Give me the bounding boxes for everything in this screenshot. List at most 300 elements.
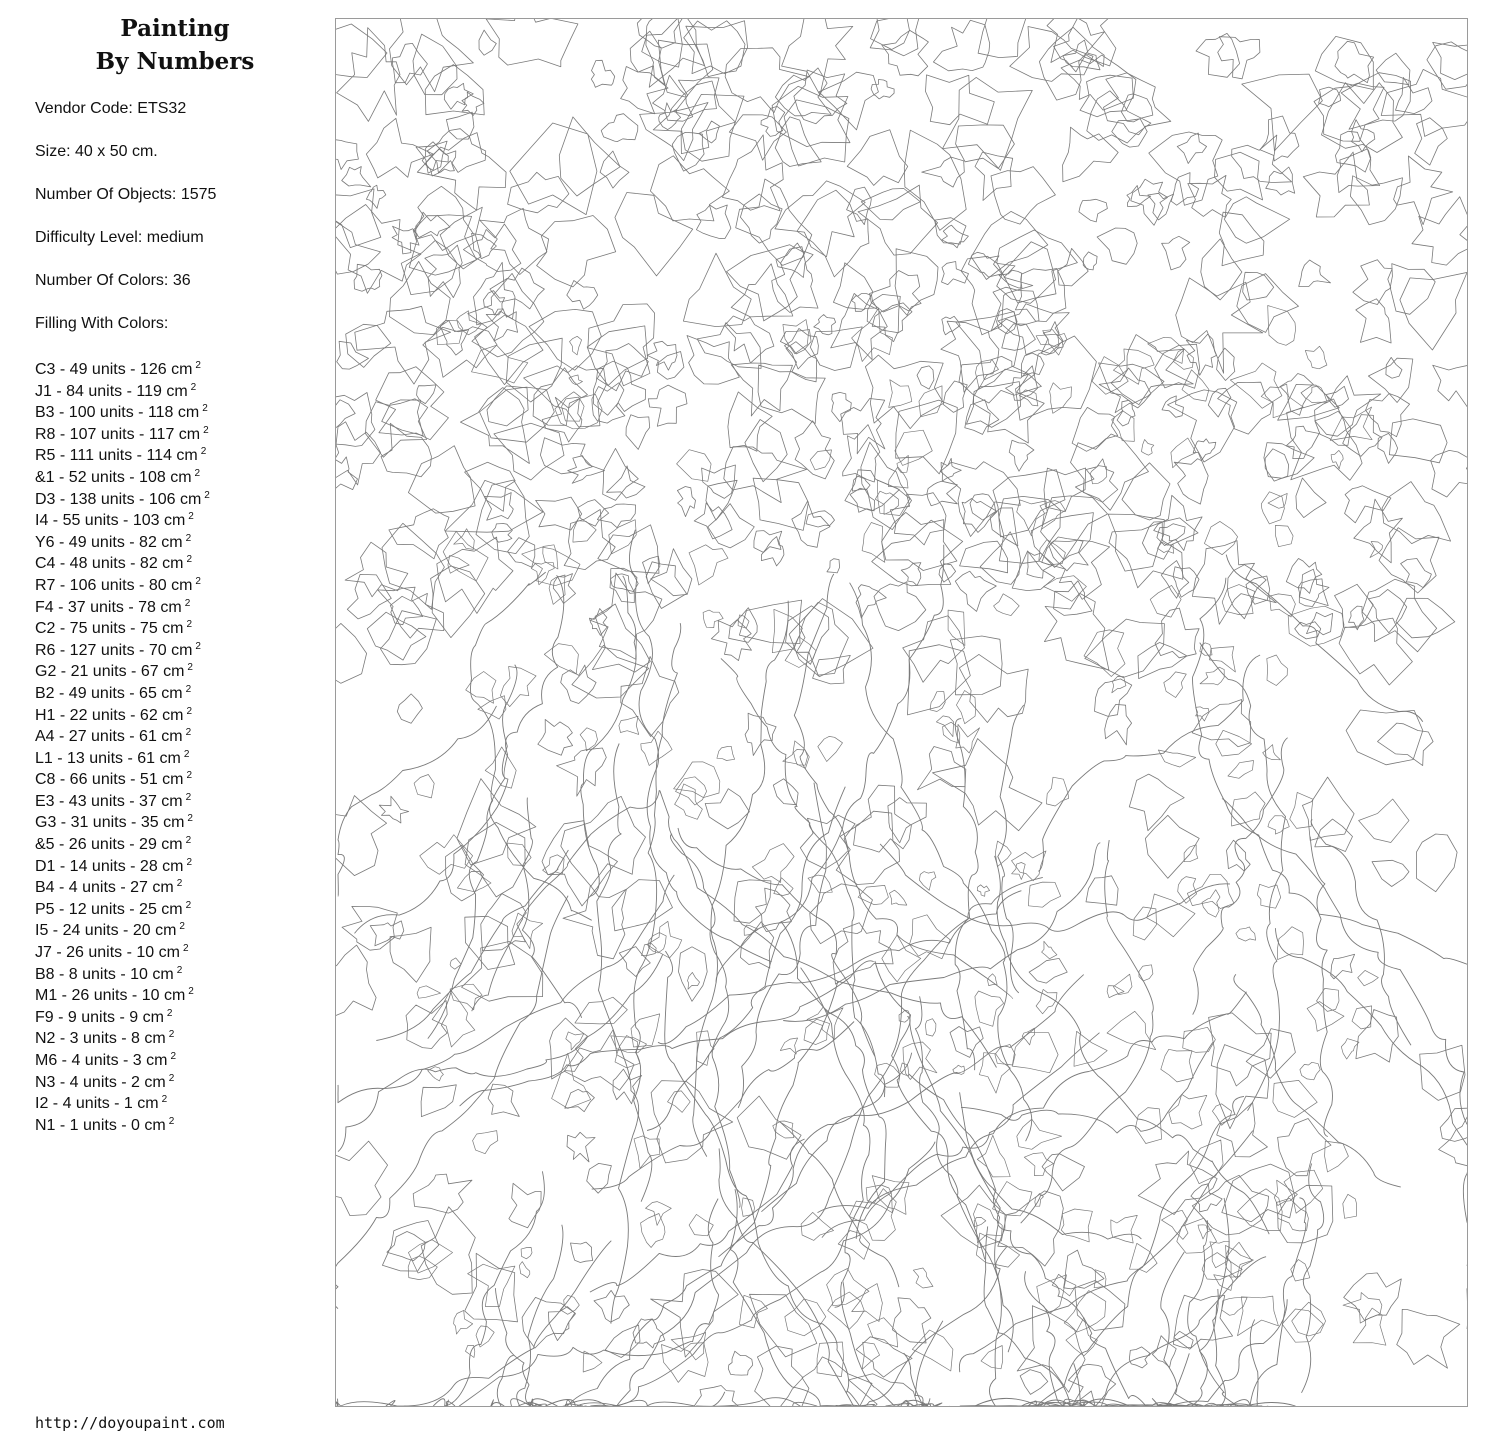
squared-mark: 2 xyxy=(176,964,183,976)
outline-region xyxy=(1177,133,1206,164)
squared-mark: 2 xyxy=(186,705,193,717)
outline-region xyxy=(522,1297,575,1348)
outline-region xyxy=(856,585,886,618)
outline-region xyxy=(835,1247,1006,1407)
color-legend-item xyxy=(35,830,210,852)
outline-region xyxy=(679,947,708,1002)
outline-region xyxy=(1386,357,1402,378)
outline-region xyxy=(336,1141,388,1216)
outline-region xyxy=(1200,667,1224,685)
outline-region xyxy=(810,884,873,944)
squared-mark: 2 xyxy=(195,360,201,371)
outline-region xyxy=(382,523,444,609)
outline-region xyxy=(681,94,744,161)
outline-region xyxy=(422,142,448,170)
outline-region xyxy=(1260,116,1299,161)
outline-region xyxy=(836,811,899,884)
outline-region xyxy=(1273,1080,1317,1117)
outline-region xyxy=(342,906,397,950)
outline-region xyxy=(772,86,850,146)
outline-region xyxy=(904,130,966,230)
outline-region xyxy=(870,271,922,316)
color-legend-text: A4 - 27 units - 61 cm xyxy=(35,728,183,746)
outline-region xyxy=(1049,537,1088,571)
squared-mark: 2 xyxy=(176,878,183,890)
outline-region xyxy=(752,844,794,883)
outline-region xyxy=(591,60,614,87)
outline-region xyxy=(1275,928,1468,1329)
color-legend-text: R6 - 127 units - 70 cm xyxy=(35,641,193,659)
outline-region xyxy=(1433,42,1468,79)
color-legend-item xyxy=(35,938,210,960)
outline-region xyxy=(723,135,784,211)
squared-mark: 2 xyxy=(188,511,194,523)
outline-region xyxy=(1086,876,1118,905)
outline-region xyxy=(1108,514,1164,571)
line-art-drawing xyxy=(336,19,1468,1407)
outline-region xyxy=(1183,1027,1216,1052)
color-legend-text: C4 - 48 units - 82 cm xyxy=(35,555,184,573)
squared-mark: 2 xyxy=(185,683,192,695)
outline-region xyxy=(446,112,474,139)
outline-region xyxy=(601,114,638,142)
color-legend-item xyxy=(35,593,210,615)
squared-mark: 2 xyxy=(168,1072,175,1084)
outline-region xyxy=(717,746,735,760)
color-legend-item xyxy=(35,873,210,895)
outline-region xyxy=(1226,555,1423,722)
color-legend-text: B8 - 8 units - 10 cm xyxy=(35,965,174,983)
outline-region xyxy=(794,750,808,766)
outline-region xyxy=(1193,578,1467,965)
outline-region xyxy=(1344,1273,1402,1320)
outline-region xyxy=(1287,399,1363,480)
outline-region xyxy=(1224,197,1289,243)
outline-region xyxy=(1390,264,1435,315)
outline-region xyxy=(1238,1296,1279,1336)
outline-region xyxy=(1210,647,1236,672)
outline-region xyxy=(460,961,874,1106)
outline-region xyxy=(1236,927,1256,941)
outline-region xyxy=(1109,522,1183,588)
outline-region xyxy=(490,268,545,309)
outline-region xyxy=(1061,1209,1092,1242)
outline-region xyxy=(728,1351,752,1375)
outline-region xyxy=(1038,655,1260,871)
website-link[interactable]: http://doyoupaint.com xyxy=(35,1414,225,1432)
outline-region xyxy=(1042,1154,1084,1191)
outline-region xyxy=(1157,524,1185,546)
outline-region xyxy=(462,942,543,1002)
outline-region xyxy=(462,92,484,116)
color-legend-item xyxy=(35,1003,210,1025)
outline-region xyxy=(827,1269,869,1306)
color-legend-item xyxy=(35,528,210,550)
outline-region xyxy=(761,975,1083,1212)
outline-region xyxy=(542,821,618,906)
outline-region xyxy=(1169,1094,1207,1129)
outline-region xyxy=(1042,941,1057,959)
filling-label: Filling With Colors: xyxy=(35,315,169,332)
outline-region xyxy=(1107,986,1124,998)
outline-region xyxy=(845,470,900,511)
outline-region xyxy=(1029,958,1067,983)
outline-region xyxy=(621,66,668,114)
outline-region xyxy=(961,1042,1213,1133)
color-legend-item xyxy=(35,744,210,766)
outline-region xyxy=(544,644,578,675)
outline-region xyxy=(495,1288,590,1407)
color-legend-item xyxy=(35,1089,210,1111)
outline-region xyxy=(1046,777,1068,806)
outline-region xyxy=(1230,363,1282,408)
outline-region xyxy=(1196,707,1210,721)
outline-region xyxy=(1017,1119,1062,1149)
outline-region xyxy=(587,326,647,386)
outline-region xyxy=(1162,1210,1189,1239)
outline-region xyxy=(1202,890,1220,917)
outline-region xyxy=(590,1139,805,1292)
outline-region xyxy=(677,487,695,517)
squared-mark: 2 xyxy=(185,835,192,847)
outline-region xyxy=(1022,353,1045,377)
outline-region xyxy=(1227,840,1251,871)
squared-mark: 2 xyxy=(184,597,191,609)
outline-region xyxy=(634,1136,660,1168)
outline-region xyxy=(575,997,627,1024)
outline-region xyxy=(1142,518,1198,559)
outline-region xyxy=(413,1174,472,1213)
color-legend-item xyxy=(35,1024,210,1046)
outline-region xyxy=(1129,774,1184,831)
outline-region xyxy=(1164,672,1187,698)
squared-mark: 2 xyxy=(185,791,192,803)
outline-region xyxy=(908,645,971,715)
objects-count: Number Of Objects: 1575 xyxy=(35,186,217,203)
color-legend-text: H1 - 22 units - 62 cm xyxy=(35,706,184,724)
outline-region xyxy=(563,886,626,959)
outline-region xyxy=(705,789,749,829)
outline-region xyxy=(871,80,894,99)
outline-region xyxy=(724,447,807,503)
outline-region xyxy=(597,744,639,1324)
outline-region xyxy=(408,1240,452,1273)
outline-region xyxy=(659,103,681,130)
outline-region xyxy=(939,564,956,582)
outline-region xyxy=(336,945,376,1021)
outline-region xyxy=(473,1131,498,1154)
squared-mark: 2 xyxy=(166,1007,173,1019)
squared-mark: 2 xyxy=(195,575,201,587)
outline-region xyxy=(1202,1253,1242,1280)
difficulty-level: Difficulty Level: medium xyxy=(35,229,204,246)
outline-region xyxy=(1243,272,1274,300)
outline-region xyxy=(1150,585,1181,617)
outline-region xyxy=(338,706,497,896)
outline-region xyxy=(1104,73,1171,135)
outline-region xyxy=(510,123,597,215)
outline-region xyxy=(648,385,687,426)
outline-region xyxy=(1222,799,1467,1125)
outline-region xyxy=(993,1182,1032,1216)
outline-region xyxy=(421,1207,475,1295)
outline-region xyxy=(745,420,787,482)
color-legend-item xyxy=(35,808,210,830)
color-legend-item xyxy=(35,722,210,744)
outline-region xyxy=(542,397,582,442)
outline-region xyxy=(813,655,851,684)
outline-region xyxy=(838,1231,870,1260)
outline-region xyxy=(910,915,951,959)
outline-region xyxy=(366,185,385,208)
outline-region xyxy=(470,572,591,920)
outline-region xyxy=(1331,954,1355,979)
outline-region xyxy=(1016,336,1097,420)
outline-region xyxy=(773,779,798,805)
squared-mark: 2 xyxy=(186,856,193,868)
squared-mark: 2 xyxy=(186,770,193,782)
color-legend-text: C2 - 75 units - 75 cm xyxy=(35,620,184,638)
outline-region xyxy=(1378,433,1398,463)
outline-region xyxy=(998,705,1024,993)
outline-region xyxy=(1186,334,1216,375)
outline-region xyxy=(1147,894,1195,937)
outline-region xyxy=(445,480,543,532)
color-legend-text: P5 - 12 units - 25 cm xyxy=(35,900,183,918)
squared-mark: 2 xyxy=(194,467,201,479)
outline-region xyxy=(613,1069,642,1104)
outline-region xyxy=(783,843,1100,1022)
outline-region xyxy=(1372,860,1409,886)
outline-region xyxy=(917,747,965,790)
outline-region xyxy=(1121,94,1152,122)
outline-region xyxy=(801,1212,834,1240)
outline-region xyxy=(355,306,451,384)
outline-region xyxy=(626,415,650,450)
outline-region xyxy=(1268,493,1287,508)
color-legend-item xyxy=(35,852,210,874)
outline-region xyxy=(1300,579,1329,606)
outline-region xyxy=(506,338,562,402)
color-legend-item xyxy=(35,787,210,809)
outline-region xyxy=(959,654,1028,722)
coloring-canvas xyxy=(335,18,1468,1407)
color-legend-item xyxy=(35,420,210,442)
color-legend-item xyxy=(35,377,210,399)
color-legend-item xyxy=(35,506,210,528)
squared-mark: 2 xyxy=(202,403,208,415)
outline-region xyxy=(991,287,1039,331)
outline-region xyxy=(1012,551,1055,591)
outline-region xyxy=(572,645,649,698)
color-legend-text: &5 - 26 units - 29 cm xyxy=(35,836,183,854)
color-legend-item xyxy=(35,1046,210,1068)
product-info xyxy=(35,96,216,354)
outline-region xyxy=(561,665,596,703)
outline-region xyxy=(1440,1108,1468,1141)
outline-region xyxy=(1325,1141,1349,1172)
outline-region xyxy=(612,880,673,931)
outline-region xyxy=(995,841,1011,867)
outline-region xyxy=(895,249,938,311)
squared-mark: 2 xyxy=(168,1115,175,1127)
outline-region xyxy=(991,167,1055,225)
outline-region xyxy=(337,341,369,369)
outline-region xyxy=(1412,197,1468,265)
outline-region xyxy=(917,366,934,389)
color-legend-text: L1 - 13 units - 61 cm xyxy=(35,749,181,767)
outline-region xyxy=(1302,1164,1324,1393)
color-legend-text: F4 - 37 units - 78 cm xyxy=(35,598,182,616)
outline-region xyxy=(1270,594,1296,617)
outline-region xyxy=(1326,386,1349,407)
outline-region xyxy=(370,921,404,946)
outline-region xyxy=(1066,1318,1098,1356)
outline-region xyxy=(912,1330,953,1371)
outline-region xyxy=(631,1014,660,1047)
outline-region xyxy=(1302,777,1354,840)
outline-region xyxy=(956,312,1020,380)
outline-region xyxy=(850,583,1032,1141)
outline-region xyxy=(1036,989,1057,1013)
outline-region xyxy=(872,520,963,586)
outline-region xyxy=(1184,845,1198,862)
color-legend-text: R7 - 106 units - 80 cm xyxy=(35,576,193,594)
outline-region xyxy=(338,875,674,1103)
outline-region xyxy=(567,981,838,1406)
color-legend-item xyxy=(35,657,210,679)
outline-region xyxy=(1133,907,1156,940)
outline-region xyxy=(417,986,441,998)
color-legend-text: B2 - 49 units - 65 cm xyxy=(35,684,183,702)
outline-region xyxy=(454,1310,473,1334)
outline-region xyxy=(1217,1102,1268,1157)
outline-region xyxy=(1111,1215,1138,1243)
outline-region xyxy=(336,1241,611,1407)
outline-region xyxy=(758,365,825,424)
title-line-1: Painting xyxy=(120,15,230,42)
outline-region xyxy=(630,31,664,84)
squared-mark: 2 xyxy=(203,424,209,436)
outline-region xyxy=(1389,419,1447,463)
outline-region xyxy=(1037,1275,1067,1313)
outline-region xyxy=(1315,376,1381,437)
outline-region xyxy=(1400,272,1467,350)
outline-region xyxy=(336,139,358,169)
outline-region xyxy=(566,1032,584,1050)
outline-region xyxy=(979,1053,1010,1093)
outline-region xyxy=(408,1256,437,1280)
outline-region xyxy=(890,890,907,905)
outline-region xyxy=(818,992,1247,1213)
outline-region xyxy=(858,185,938,255)
outline-region xyxy=(1339,618,1412,685)
outline-region xyxy=(573,521,596,542)
outline-region xyxy=(378,587,423,625)
outline-region xyxy=(428,1067,444,1081)
outline-region xyxy=(1162,236,1190,270)
outline-region xyxy=(1257,884,1280,908)
outline-region xyxy=(975,991,1004,1026)
color-legend-text: Y6 - 49 units - 82 cm xyxy=(35,533,183,551)
outline-region xyxy=(641,731,672,765)
outline-region xyxy=(366,118,433,178)
color-legend-text: &1 - 52 units - 108 cm xyxy=(35,468,192,486)
outline-region xyxy=(382,1221,438,1272)
outline-region xyxy=(567,1132,595,1162)
outline-region xyxy=(1242,74,1323,151)
outline-region xyxy=(619,947,650,977)
color-legend-item xyxy=(35,1068,210,1090)
outline-region xyxy=(581,576,636,897)
color-legend-text: G2 - 21 units - 67 cm xyxy=(35,663,185,681)
outline-region xyxy=(1112,676,1126,692)
outline-region xyxy=(342,167,371,187)
outline-region xyxy=(933,20,989,71)
outline-region xyxy=(440,321,468,356)
color-list xyxy=(35,355,210,1132)
outline-region xyxy=(379,796,408,823)
outline-region xyxy=(968,252,1002,277)
outline-region xyxy=(646,562,687,609)
outline-region xyxy=(1083,252,1097,270)
outline-region xyxy=(417,385,436,404)
outline-region xyxy=(428,575,564,1038)
squared-mark: 2 xyxy=(204,489,210,501)
outline-region xyxy=(406,1001,447,1049)
color-legend-text: I5 - 24 units - 20 cm xyxy=(35,922,177,940)
outline-region xyxy=(590,1016,910,1406)
outline-region xyxy=(1282,1309,1323,1342)
outline-region xyxy=(841,399,885,454)
outline-region xyxy=(792,501,830,547)
outline-region xyxy=(994,594,1020,616)
outline-region xyxy=(1075,459,1117,502)
outline-region xyxy=(1416,834,1457,892)
outline-region xyxy=(509,1183,541,1228)
outline-region xyxy=(833,923,893,984)
outline-region xyxy=(1209,1013,1272,1086)
outline-region xyxy=(476,480,529,554)
outline-region xyxy=(1024,1153,1053,1176)
outline-region xyxy=(537,216,616,287)
outline-region xyxy=(1152,1336,1176,1368)
outline-region xyxy=(677,450,712,482)
color-legend-text: R8 - 107 units - 117 cm xyxy=(35,425,201,443)
outline-region xyxy=(421,1085,456,1117)
outline-region xyxy=(799,1357,872,1407)
color-legend-item xyxy=(35,895,210,917)
outline-region xyxy=(976,360,999,389)
outline-region xyxy=(485,493,514,521)
outline-region xyxy=(892,1298,931,1343)
outline-region xyxy=(543,855,565,875)
outline-region xyxy=(852,1284,883,1322)
outline-region xyxy=(1174,1295,1233,1349)
outline-region xyxy=(1305,346,1327,369)
outline-region xyxy=(1020,1370,1048,1395)
outline-region xyxy=(1201,239,1242,300)
outline-region xyxy=(1290,792,1313,828)
color-legend-text: C8 - 66 units - 51 cm xyxy=(35,771,184,789)
color-legend-text: M1 - 26 units - 10 cm xyxy=(35,987,186,1005)
outline-region xyxy=(1356,1010,1398,1063)
outline-region xyxy=(889,380,912,408)
outline-region xyxy=(1346,710,1423,765)
outline-region xyxy=(1012,1032,1058,1073)
outline-region xyxy=(1433,365,1468,409)
outline-region xyxy=(1177,1218,1217,1253)
